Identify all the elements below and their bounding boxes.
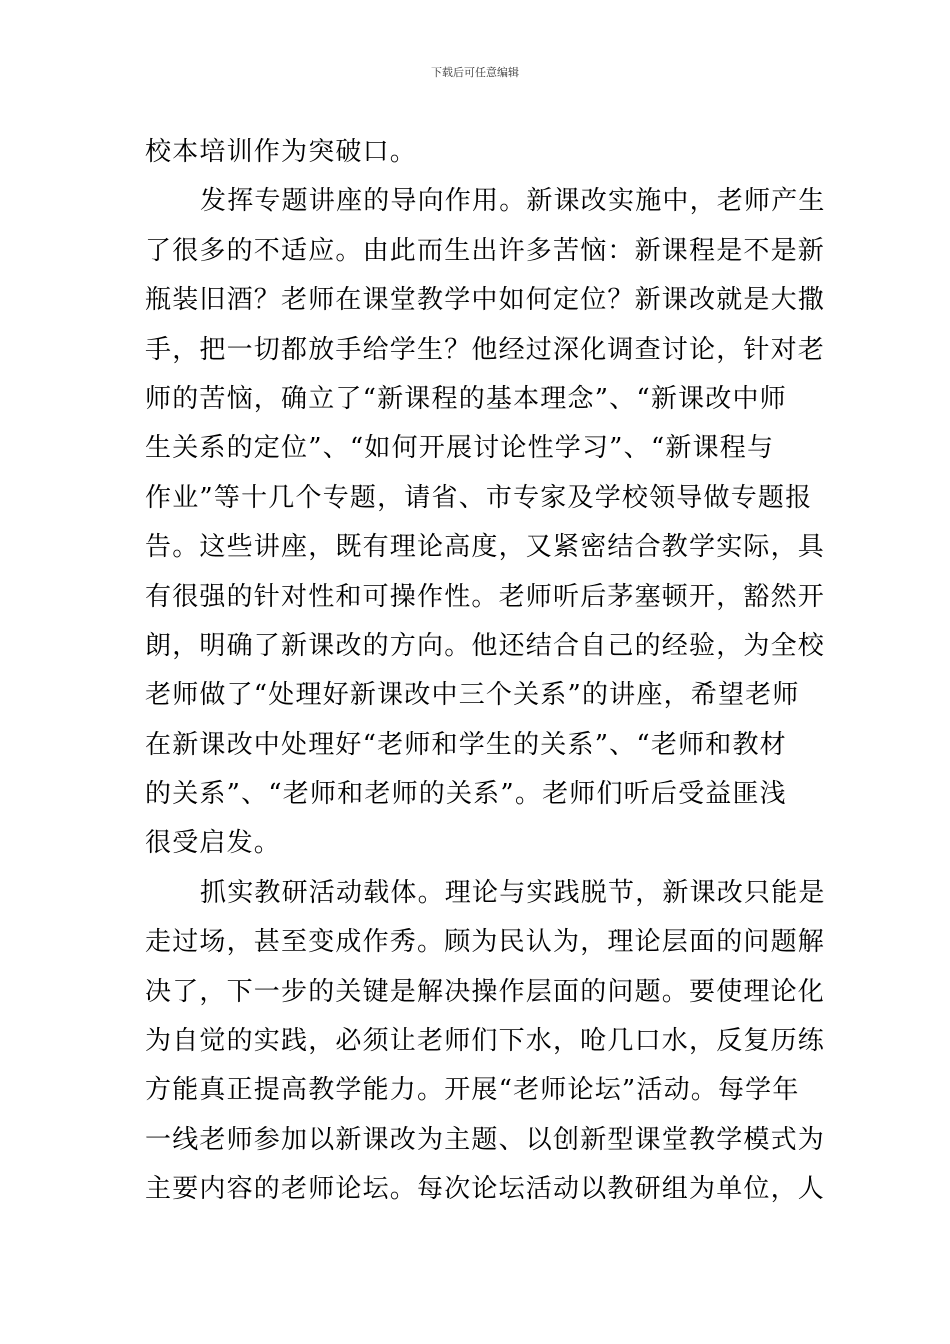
text-line: 校本培训作为突破口。 <box>145 137 418 167</box>
paragraph-first-line: 抓实教研活动载体。理论与实践脱节，新课改只能是 <box>200 877 826 908</box>
paragraph-first-line: 发挥专题讲座的导向作用。新课改实施中，老师产生 <box>200 186 826 217</box>
text-line: 主要内容的老师论坛。每次论坛活动以教研组为单位，人 <box>145 1174 826 1205</box>
body-text <box>145 128 826 1215</box>
text-line: 朗，明确了新课改的方向。他还结合自己的经验，为全校 <box>145 630 826 661</box>
text-line: 老师做了“处理好新课改中三个关系”的讲座，希望老师 <box>145 680 800 711</box>
text-line: 决了，下一步的关键是解决操作层面的问题。要使理论化 <box>145 976 826 1007</box>
page-header: 下载后可任意编辑 <box>431 66 519 79</box>
text-line: 了很多的不适应。由此而生出许多苦恼：新课程是不是新 <box>145 235 826 266</box>
text-line: 瓶装旧酒？老师在课堂教学中如何定位？新课改就是大撒 <box>145 285 826 316</box>
text-line: 手，把一切都放手给学生？他经过深化调查讨论，针对老 <box>145 334 826 365</box>
text-line: 在新课改中处理好“老师和学生的关系”、“老师和教材 <box>145 729 787 760</box>
text-line: 为自觉的实践，必须让老师们下水，呛几口水，反复历练 <box>145 1026 826 1057</box>
text-line: 师的苦恼，确立了“新课程的基本理念”、“新课改中师 <box>145 383 787 414</box>
text-line: 很受启发。 <box>145 828 282 859</box>
text-line: 生关系的定位”、“如何开展讨论性学习”、“新课程与 <box>145 433 775 464</box>
text-line: 作业”等十几个专题，请省、市专家及学校领导做专题报 <box>145 482 813 513</box>
text-line: 方能真正提高教学能力。开展“老师论坛”活动。每学年 <box>145 1075 800 1106</box>
text-line: 一线老师参加以新课改为主题、以创新型课堂教学模式为 <box>145 1124 826 1155</box>
text-line: 走过场，甚至变成作秀。顾为民认为，理论层面的问题解 <box>145 927 826 958</box>
text-line: 的关系”、“老师和老师的关系”。老师们听后受益匪浅 <box>145 779 787 810</box>
text-line: 有很强的针对性和可操作性。老师听后茅塞顿开，豁然开 <box>145 581 826 612</box>
text-line: 告。这些讲座，既有理论高度，又紧密结合教学实际，具 <box>145 532 826 563</box>
